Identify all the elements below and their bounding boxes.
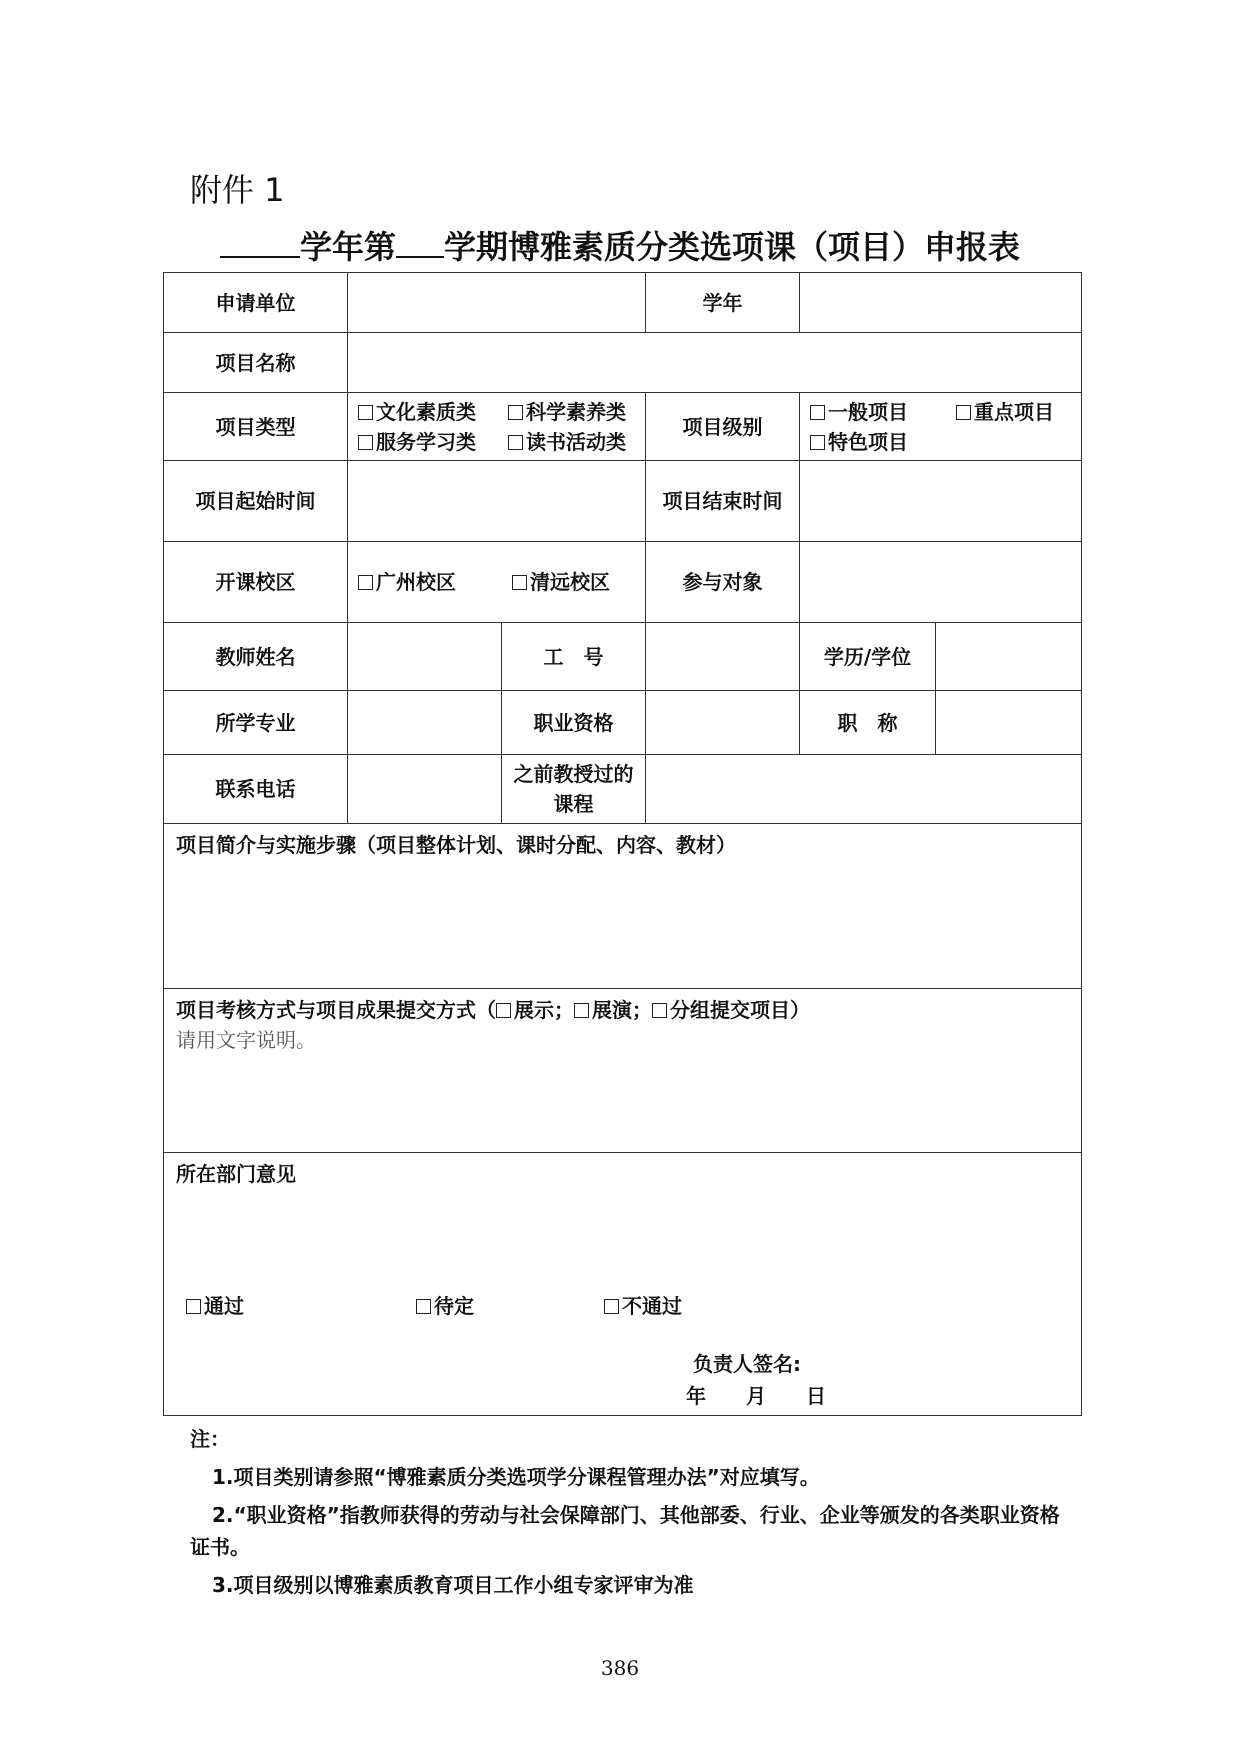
row-campus xyxy=(164,542,1082,623)
prior-courses-field[interactable] xyxy=(646,755,1082,824)
end-time-label: 项目结束时间 xyxy=(646,461,800,542)
checkbox[interactable] xyxy=(416,1299,431,1314)
campus-label: 开课校区 xyxy=(164,542,348,623)
start-time-field[interactable] xyxy=(348,461,646,542)
note-item: 1.项目类别请参照“博雅素质分类选项学分课程管理办法”对应填写。 xyxy=(212,1465,820,1489)
intro-label: 项目简介与实施步骤（项目整体计划、课时分配、内容、教材） xyxy=(176,833,736,857)
row-project-name xyxy=(164,333,1082,393)
type-option[interactable]: 科学素养类 xyxy=(508,397,626,427)
type-option[interactable]: 服务学习类 xyxy=(358,427,508,457)
checkbox[interactable] xyxy=(358,435,373,450)
checkbox[interactable] xyxy=(956,405,971,420)
education-field[interactable] xyxy=(936,623,1082,691)
project-level-label: 项目级别 xyxy=(646,393,800,461)
title-part2: 学期博雅素质分类选项课（项目）申报表 xyxy=(444,228,1021,266)
signature-date: 年 月 日 xyxy=(686,1384,826,1408)
checkbox[interactable] xyxy=(496,1003,511,1018)
checkbox[interactable] xyxy=(508,405,523,420)
row-intro xyxy=(164,824,1082,989)
checkbox[interactable] xyxy=(652,1003,667,1018)
teacher-name-field[interactable] xyxy=(348,623,502,691)
opinion-option[interactable]: 通过 xyxy=(186,1291,416,1321)
project-name-label: 项目名称 xyxy=(164,333,348,393)
row-type-level xyxy=(164,393,1082,461)
notes xyxy=(190,1423,1060,1607)
checkbox[interactable] xyxy=(604,1299,619,1314)
participants-label: 参与对象 xyxy=(646,542,800,623)
start-time-label: 项目起始时间 xyxy=(164,461,348,542)
checkbox[interactable] xyxy=(508,435,523,450)
prior-courses-label: 之前教授过的课程 xyxy=(502,755,646,824)
project-type-label: 项目类型 xyxy=(164,393,348,461)
page-number: 386 xyxy=(600,1656,640,1680)
row-dept-opinion xyxy=(164,1153,1082,1416)
opinion-options xyxy=(186,1291,682,1321)
dept-opinion-field[interactable] xyxy=(164,1153,1082,1416)
staff-id-field[interactable] xyxy=(646,623,800,691)
dept-opinion-label: 所在部门意见 xyxy=(176,1162,296,1186)
education-label: 学历/学位 xyxy=(800,623,936,691)
checkbox[interactable] xyxy=(358,575,373,590)
school-year-field[interactable] xyxy=(800,273,1082,333)
project-level-options xyxy=(800,393,1082,461)
title-rank-field[interactable] xyxy=(936,691,1082,755)
major-label: 所学专业 xyxy=(164,691,348,755)
row-unit-year xyxy=(164,273,1082,333)
qualification-field[interactable] xyxy=(646,691,800,755)
apply-unit-field[interactable] xyxy=(348,273,646,333)
campus-option[interactable]: 清远校区 xyxy=(512,567,610,597)
notes-heading: 注： xyxy=(190,1427,230,1451)
school-year-label: 学年 xyxy=(646,273,800,333)
level-option[interactable]: 特色项目 xyxy=(810,427,908,457)
semester-blank[interactable] xyxy=(396,226,444,258)
checkbox[interactable] xyxy=(186,1299,201,1314)
campus-options xyxy=(348,542,646,623)
signature-label: 负责人签名: xyxy=(693,1352,801,1376)
participants-field[interactable] xyxy=(800,542,1082,623)
row-major xyxy=(164,691,1082,755)
level-option[interactable]: 一般项目 xyxy=(810,397,956,427)
note-item: 3.项目级别以博雅素质教育项目工作小组专家评审为准 xyxy=(212,1573,694,1597)
note-item: 2.“职业资格”指教师获得的劳动与社会保障部门、其他部委、行业、企业等颁发的各类职业资格证书。 xyxy=(190,1503,1060,1559)
qualification-label: 职业资格 xyxy=(502,691,646,755)
opinion-option[interactable]: 不通过 xyxy=(604,1291,682,1321)
level-option[interactable]: 重点项目 xyxy=(956,397,1054,427)
checkbox[interactable] xyxy=(810,405,825,420)
attachment-label: 附件 1 xyxy=(190,171,285,209)
checkbox[interactable] xyxy=(574,1003,589,1018)
form-title xyxy=(220,222,1020,268)
assessment-field[interactable] xyxy=(164,989,1082,1153)
title-rank-label: 职 称 xyxy=(800,691,936,755)
assessment-label: 项目考核方式与项目成果提交方式（ 展示； 展演； 分组提交项目） xyxy=(176,998,810,1022)
apply-unit-label: 申请单位 xyxy=(164,273,348,333)
application-form xyxy=(163,272,1082,1416)
title-part1: 学年第 xyxy=(300,228,397,266)
row-phone xyxy=(164,755,1082,824)
opinion-option[interactable]: 待定 xyxy=(416,1291,604,1321)
row-assessment xyxy=(164,989,1082,1153)
checkbox[interactable] xyxy=(512,575,527,590)
project-name-field[interactable] xyxy=(348,333,1082,393)
type-option[interactable]: 文化素质类 xyxy=(358,397,508,427)
end-time-field[interactable] xyxy=(800,461,1082,542)
school-year-blank[interactable] xyxy=(220,226,300,258)
staff-id-label: 工 号 xyxy=(502,623,646,691)
intro-field[interactable] xyxy=(164,824,1082,989)
project-type-options xyxy=(348,393,646,461)
phone-label: 联系电话 xyxy=(164,755,348,824)
campus-option[interactable]: 广州校区 xyxy=(358,567,512,597)
phone-field[interactable] xyxy=(348,755,502,824)
teacher-name-label: 教师姓名 xyxy=(164,623,348,691)
row-time xyxy=(164,461,1082,542)
checkbox[interactable] xyxy=(358,405,373,420)
assessment-hint: 请用文字说明。 xyxy=(176,1028,316,1052)
checkbox[interactable] xyxy=(810,435,825,450)
row-teacher xyxy=(164,623,1082,691)
type-option[interactable]: 读书活动类 xyxy=(508,427,626,457)
major-field[interactable] xyxy=(348,691,502,755)
